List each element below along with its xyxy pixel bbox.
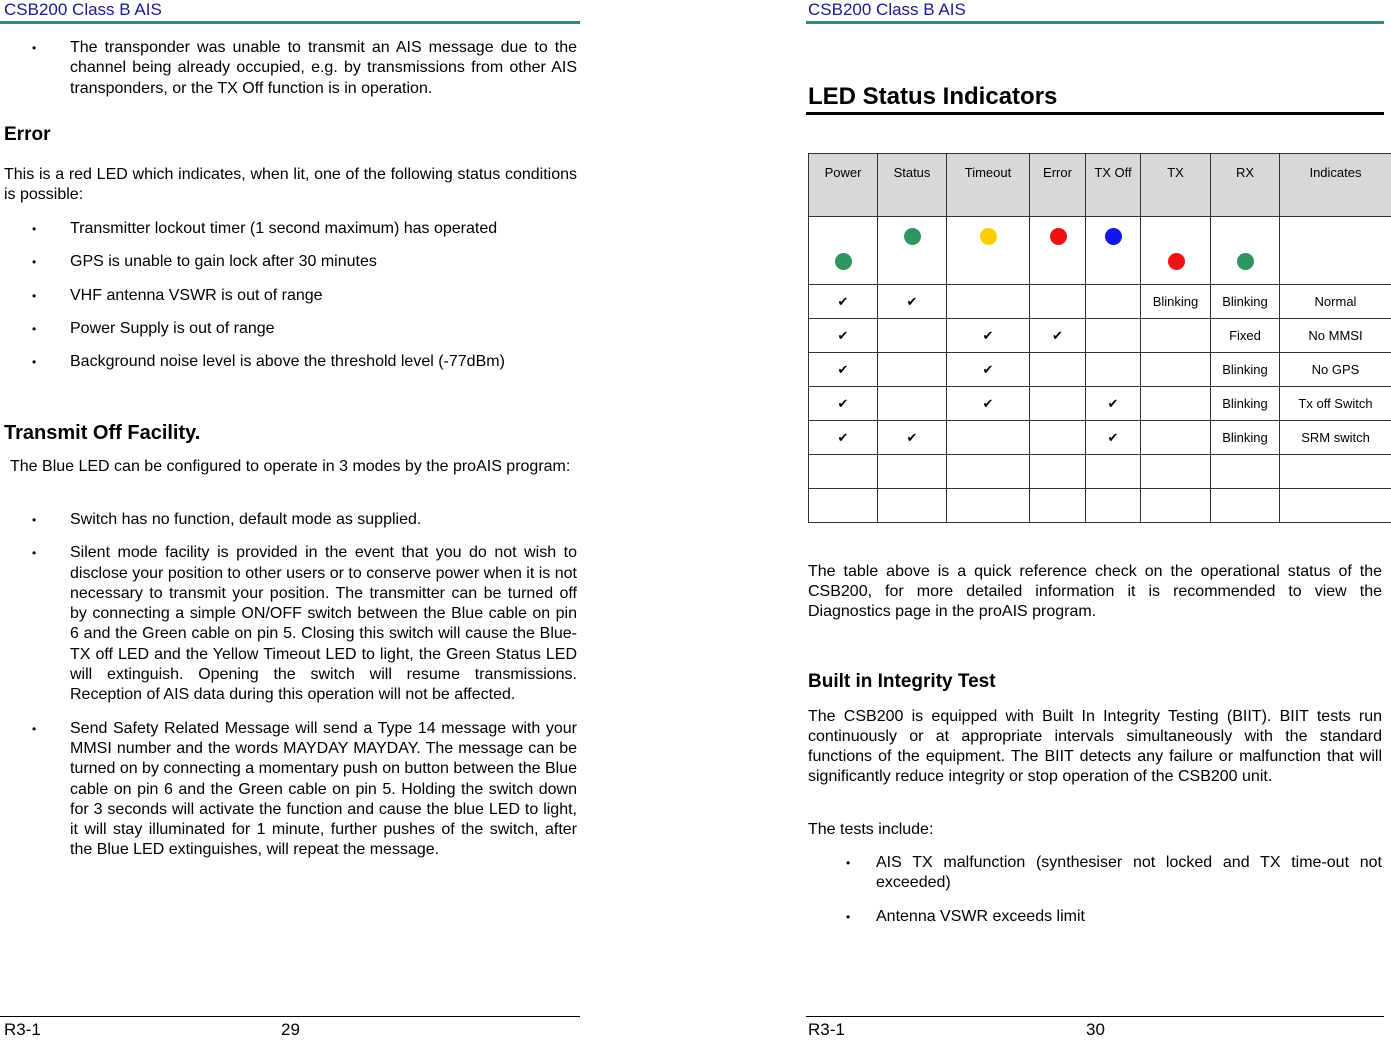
- status-led-icon: [904, 228, 921, 245]
- table-row: [809, 353, 1391, 387]
- table-cell: Blinking: [1211, 387, 1280, 421]
- header-rule: [806, 21, 1384, 24]
- table-cell: Blinking: [1211, 421, 1280, 455]
- table-row: [809, 489, 1391, 523]
- led-status-table: [808, 153, 1391, 523]
- table-cell: [1280, 489, 1391, 523]
- table-row: [809, 421, 1391, 455]
- error-heading: Error: [4, 124, 50, 146]
- left-page: [0, 0, 582, 1036]
- txoff-heading: Transmit Off Facility.: [4, 422, 200, 445]
- footer-code: R3-1: [808, 1020, 845, 1040]
- list-item: • Silent mode facility is provided in the event that you do not wish to disclose your position to other users or to conserve power when it is not necessary to transmit your position. The transmitter can be turned off by connecting a simple ON/OFF switch between the Blue cable on pin 6 and the Green cable on pin 5. Closing this switch will cause the Blue-TX off LED and the Yellow Timeout LED to light, the Green Status LED will extinguish. Opening the switch will resume transmissions. Reception of AIS data during this operation will not be affected.: [0, 543, 577, 705]
- intro-bullet-list: [0, 38, 577, 112]
- table-cell: [1141, 421, 1211, 455]
- table-cell: ✔: [809, 285, 878, 319]
- table-row: [809, 387, 1391, 421]
- table-cell: [809, 455, 878, 489]
- column-header: Indicates: [1280, 154, 1391, 217]
- biit-text: The CSB200 is equipped with Built In Integrity Testing (BIIT). BIIT tests run continuously or at appropriate intervals simultaneously with the standard functions of the equipment. The BIIT detects any failure or malfunction that will significantly reduce integrity or stop operation of the CSB200 unit.: [808, 707, 1382, 787]
- timeout-led-icon: [980, 228, 997, 245]
- tx-led-icon: [1168, 253, 1185, 270]
- power-led-icon: [835, 253, 852, 270]
- table-cell: [1086, 353, 1141, 387]
- table-cell: [1030, 455, 1086, 489]
- table-cell: ✔: [878, 421, 947, 455]
- table-cell: [878, 319, 947, 353]
- table-cell: ✔: [878, 285, 947, 319]
- list-item: • Switch has no function, default mode as supplied.: [0, 510, 577, 530]
- table-cell: [1141, 455, 1211, 489]
- footer-rule: [0, 1016, 580, 1017]
- error-bullet-list: [0, 219, 577, 385]
- page-number: 30: [1086, 1020, 1105, 1040]
- table-cell: Normal: [1280, 285, 1391, 319]
- list-item: • GPS is unable to gain lock after 30 minutes: [0, 252, 577, 272]
- table-cell: [1086, 285, 1141, 319]
- table-cell: [878, 387, 947, 421]
- biit-heading: Built in Integrity Test: [808, 671, 996, 693]
- table-cell: [947, 455, 1030, 489]
- table-cell: [1141, 387, 1211, 421]
- column-header: TX: [1141, 154, 1211, 217]
- table-cell: ✔: [809, 387, 878, 421]
- table-cell: [1030, 489, 1086, 523]
- header-rule: [0, 21, 580, 24]
- table-cell: ✔: [1030, 319, 1086, 353]
- table-cell: ✔: [947, 353, 1030, 387]
- txoff-led-icon: [1105, 228, 1122, 245]
- list-item: • Transmitter lockout timer (1 second maximum) has operated: [0, 219, 577, 239]
- led-indicator-row: [809, 217, 1391, 285]
- table-cell: ✔: [947, 387, 1030, 421]
- table-cell: ✔: [1086, 387, 1141, 421]
- list-item: • Send Safety Related Message will send a Type 14 message with your MMSI number and the words MAYDAY MAYDAY. The message can be turned on by connecting a momentary push on button between the Blue cable on pin 6 and the Green cable on pin 5. Holding the switch down for 3 seconds will activate the function and cause the blue LED to light, it will stay illuminated for 1 minute, further pushes of the switch, after the Blue LED extinguishes, will repeat the message.: [0, 719, 577, 861]
- table-cell: Blinking: [1141, 285, 1211, 319]
- footer-code: R3-1: [4, 1020, 41, 1040]
- table-cell: [1030, 353, 1086, 387]
- list-item: • Background noise level is above the threshold level (-77dBm): [0, 352, 577, 372]
- column-header: Timeout: [947, 154, 1030, 217]
- rx-led-icon: [1237, 253, 1254, 270]
- table-cell: ✔: [947, 319, 1030, 353]
- table-cell: [1086, 455, 1141, 489]
- table-cell: ✔: [1086, 421, 1141, 455]
- tests-intro: The tests include:: [808, 820, 933, 840]
- table-cell: [1141, 319, 1211, 353]
- right-page: [806, 0, 1391, 1036]
- list-item: • Power Supply is out of range: [0, 319, 577, 339]
- error-text: This is a red LED which indicates, when lit, one of the following status conditions is possible:: [4, 165, 577, 205]
- list-item: • The transponder was unable to transmit an AIS message due to the channel being already occupied, e.g. by transmissions from other AIS transponders, or the TX Off function is in operation.: [0, 38, 577, 99]
- column-header: Status: [878, 154, 947, 217]
- page-title: LED Status Indicators: [808, 83, 1057, 111]
- table-cell: Blinking: [1211, 353, 1280, 387]
- table-cell: No GPS: [1280, 353, 1391, 387]
- table-cell: [1086, 319, 1141, 353]
- column-header: Error: [1030, 154, 1086, 217]
- table-cell: Tx off Switch: [1280, 387, 1391, 421]
- table-cell: [1211, 455, 1280, 489]
- column-header: Power: [809, 154, 878, 217]
- table-cell: ✔: [809, 353, 878, 387]
- tests-bullet-list: [806, 853, 1382, 940]
- table-cell: [1280, 455, 1391, 489]
- footer-rule: [806, 1016, 1384, 1017]
- table-cell: [878, 455, 947, 489]
- table-row: [809, 455, 1391, 489]
- column-header: TX Off: [1086, 154, 1141, 217]
- column-header: RX: [1211, 154, 1280, 217]
- table-cell: [1141, 353, 1211, 387]
- table-cell: [947, 285, 1030, 319]
- table-cell: [878, 353, 947, 387]
- txoff-text: The Blue LED can be configured to operate in 3 modes by the proAIS program:: [10, 457, 577, 477]
- table-cell: SRM switch: [1280, 421, 1391, 455]
- led-table-body: [809, 285, 1391, 523]
- table-note: The table above is a quick reference check on the operational status of the CSB200, for more detailed information it is recommended to view the Diagnostics page in the proAIS program.: [808, 562, 1382, 622]
- table-cell: [947, 489, 1030, 523]
- table-cell: No MMSI: [1280, 319, 1391, 353]
- table-row: [809, 319, 1391, 353]
- table-cell: [1030, 387, 1086, 421]
- txoff-bullet-list: [0, 510, 577, 874]
- table-cell: [878, 489, 947, 523]
- list-item: • VHF antenna VSWR is out of range: [0, 286, 577, 306]
- table-cell: [1030, 285, 1086, 319]
- table-row: [809, 285, 1391, 319]
- title-rule: [806, 112, 1384, 115]
- page-header: CSB200 Class B AIS: [808, 0, 966, 20]
- table-cell: Fixed: [1211, 319, 1280, 353]
- page-number: 29: [281, 1020, 300, 1040]
- error-led-icon: [1050, 228, 1067, 245]
- table-cell: [1211, 489, 1280, 523]
- table-cell: [1030, 421, 1086, 455]
- table-cell: ✔: [809, 319, 878, 353]
- table-cell: [809, 489, 878, 523]
- table-header-row: [809, 154, 1391, 217]
- list-item: • Antenna VSWR exceeds limit: [806, 907, 1382, 927]
- table-cell: [1086, 489, 1141, 523]
- table-cell: ✔: [809, 421, 878, 455]
- table-cell: Blinking: [1211, 285, 1280, 319]
- table-cell: [1141, 489, 1211, 523]
- list-item: • AIS TX malfunction (synthesiser not locked and TX time-out not exceeded): [806, 853, 1382, 894]
- table-cell: [947, 421, 1030, 455]
- page-header: CSB200 Class B AIS: [4, 0, 162, 20]
